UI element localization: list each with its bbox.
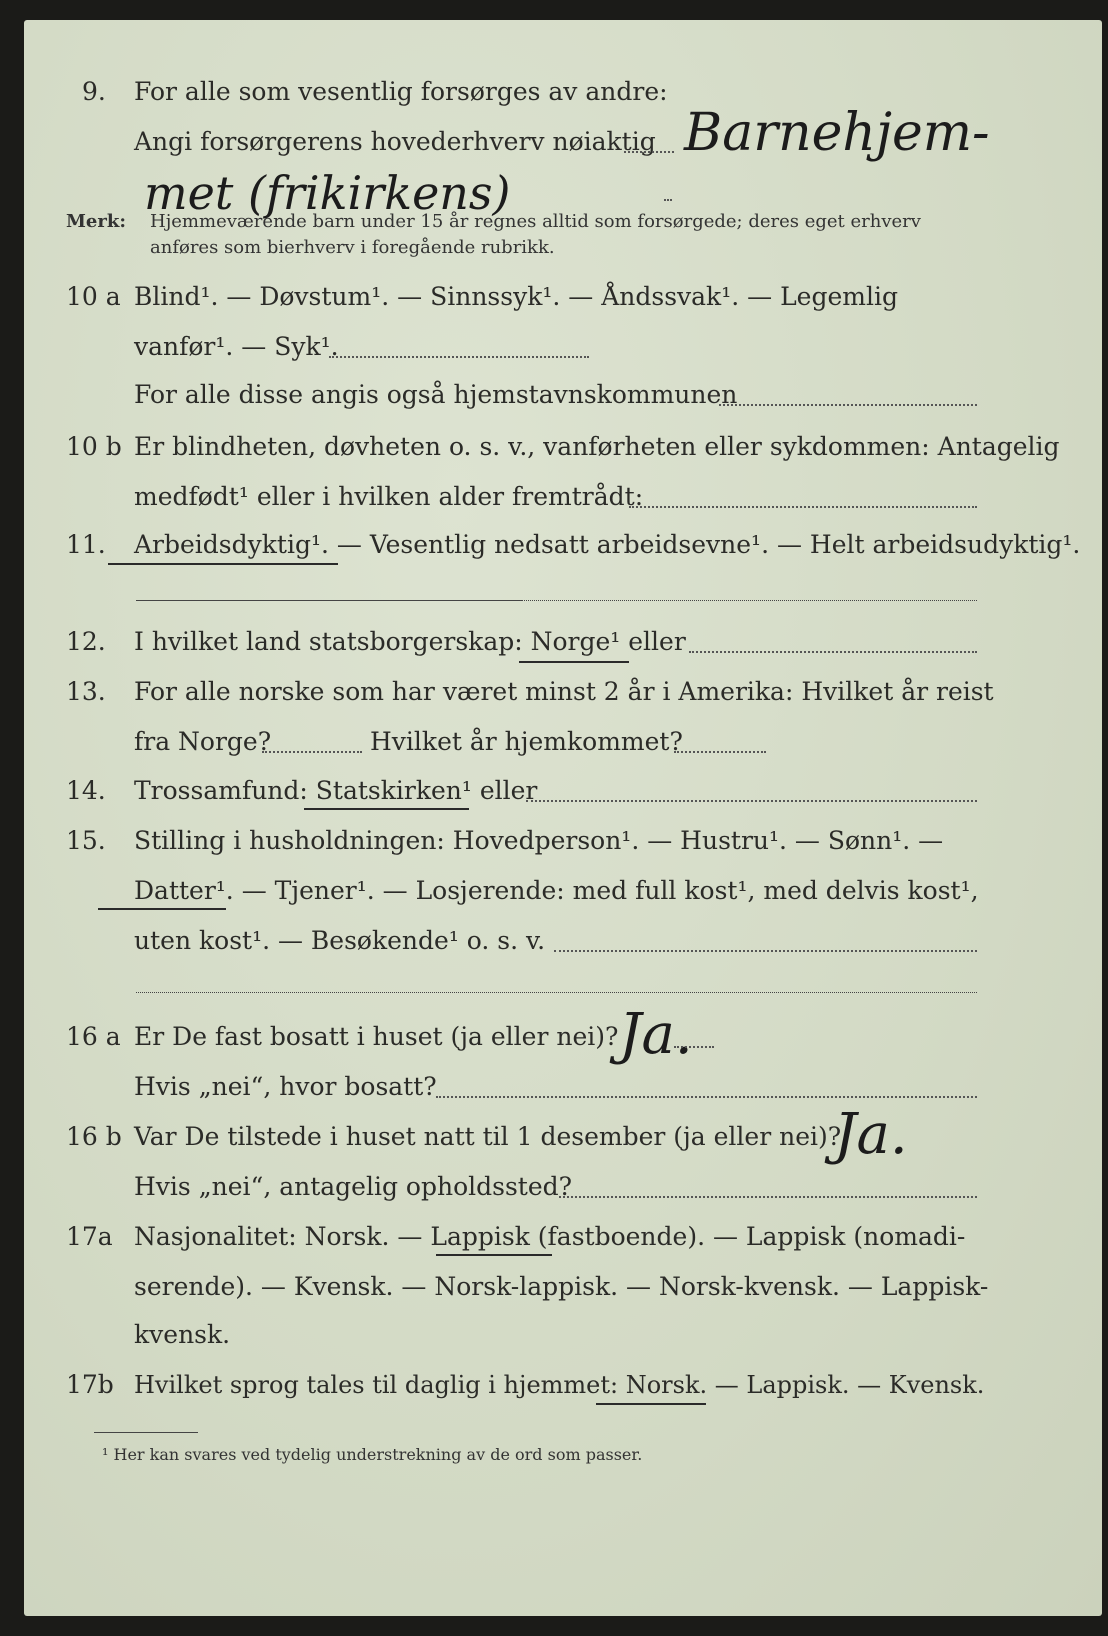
q16a-line1: Er De fast bosatt i huset (ja eller nei)? xyxy=(134,1022,619,1051)
q15-handwritten-underline xyxy=(98,908,226,910)
q14-number: 14. xyxy=(66,776,106,805)
q17a-line1: Nasjonalitet: Norsk. — Lappisk (fastboende). — Lappisk (nomadi- xyxy=(134,1222,966,1251)
q17b-number: 17b xyxy=(66,1370,114,1399)
q16a-handwritten-answer: Ja. xyxy=(619,1002,693,1067)
q16b-line1: Var De tilstede i huset natt til 1 desember (ja eller nei)? xyxy=(134,1122,842,1151)
q11-number: 11. xyxy=(66,530,106,559)
q15-line2: Datter¹. — Tjener¹. — Losjerende: med full kost¹, med delvis kost¹, xyxy=(134,876,979,905)
q15-dotted-line xyxy=(554,950,977,952)
q9-number: 9. xyxy=(82,77,106,106)
q15-line3: uten kost¹. — Besøkende¹ o. s. v. xyxy=(134,926,546,955)
q16b-number: 16 b xyxy=(66,1122,122,1151)
merk-line1: Hjemmeværende barn under 15 år regnes alltid som forsørgede; deres eget erhverv xyxy=(150,211,921,232)
q10b-number: 10 b xyxy=(66,432,122,461)
q9-line1: For alle som vesentlig forsørges av andre: xyxy=(134,77,668,106)
q17b-handwritten-underline xyxy=(596,1403,706,1405)
q14-handwritten-underline xyxy=(304,808,469,810)
q14-line1: Trossamfund: Statskirken¹ eller xyxy=(134,776,538,805)
q10a-number: 10 a xyxy=(66,282,121,311)
q12-handwritten-underline xyxy=(519,661,629,663)
q13-dotted-line-2 xyxy=(674,751,766,753)
q12-dotted-line xyxy=(689,651,977,653)
q10a-line1: Blind¹. — Døvstum¹. — Sinnssyk¹. — Åndssvak¹. — Legemlig xyxy=(134,282,898,311)
q16b-line2: Hvis „nei“, antagelig opholdssted? xyxy=(134,1172,573,1201)
q17a-line3: kvensk. xyxy=(134,1320,231,1349)
q10a-line3: For alle disse angis også hjemstavnskommunen xyxy=(134,380,738,409)
q17a-handwritten-underline xyxy=(436,1254,552,1256)
q15-number: 15. xyxy=(66,826,106,855)
q14-dotted-line xyxy=(526,800,977,802)
q17b-line1: Hvilket sprog tales til daglig i hjemmet: Norsk. — Lappisk. — Kvensk. xyxy=(134,1371,985,1399)
q10b-line2: medfødt¹ eller i hvilken alder fremtrådt: xyxy=(134,482,644,511)
q9-handwritten-answer-1: Barnehjem- xyxy=(684,103,990,163)
q16a-dotted-line-1 xyxy=(674,1046,714,1048)
q11-line1: Arbeidsdyktig¹. — Vesentlig nedsatt arbeidsevne¹. — Helt arbeidsudyktig¹. xyxy=(134,530,1081,559)
q10b-dotted-line xyxy=(629,506,977,508)
q13-line2b: Hvilket år hjemkommet? xyxy=(370,727,683,756)
q13-number: 13. xyxy=(66,677,106,706)
merk-line2: anføres som bierhverv i foregående rubrikk. xyxy=(150,237,555,258)
q17a-number: 17a xyxy=(66,1222,113,1251)
q13-dotted-line-1 xyxy=(262,751,362,753)
q16b-dotted-line xyxy=(559,1196,977,1198)
q16a-number: 16 a xyxy=(66,1022,121,1051)
q12-line1: I hvilket land statsborgerskap: Norge¹ eller xyxy=(134,627,686,656)
q16a-line2: Hvis „nei“, hvor bosatt? xyxy=(134,1072,437,1101)
q10a-line2: vanfør¹. — Syk¹. xyxy=(134,332,339,361)
footnote: ¹ Her kan svares ved tydelig understrekning av de ord som passer. xyxy=(102,1445,643,1464)
q9-dotted-line xyxy=(624,151,674,153)
q10a-dotted-line-1 xyxy=(329,356,589,358)
q17a-line2: serende). — Kvensk. — Norsk-lappisk. — Norsk-kvensk. — Lappisk- xyxy=(134,1272,989,1301)
footnote-rule xyxy=(94,1432,198,1433)
merk-label: Merk: xyxy=(66,211,126,232)
q12-number: 12. xyxy=(66,627,106,656)
q16a-dotted-line-2 xyxy=(436,1096,977,1098)
q13-line1: For alle norske som har været minst 2 år i Amerika: Hvilket år reist xyxy=(134,677,994,706)
q15-rule xyxy=(136,992,977,993)
q15-line1: Stilling i husholdningen: Hovedperson¹. — Hustru¹. — Sønn¹. — xyxy=(134,826,944,855)
q11-handwritten-underline xyxy=(108,563,338,565)
census-form-page xyxy=(24,20,1102,1616)
q11-rule-2 xyxy=(522,600,977,601)
q9-dotted-line-2 xyxy=(664,199,672,201)
q16b-handwritten-answer: Ja. xyxy=(834,1102,908,1167)
q10a-dotted-line-2 xyxy=(719,404,977,406)
q9-line2: Angi forsørgerens hovederhverv nøiaktig xyxy=(134,127,656,156)
q9-handwritten-answer-2: met (frikirkens) xyxy=(144,166,511,220)
q13-line2a: fra Norge? xyxy=(134,727,272,756)
q11-rule-1 xyxy=(136,600,522,601)
q10b-line1: Er blindheten, døvheten o. s. v., vanførheten eller sykdommen: Antagelig xyxy=(134,432,1060,461)
